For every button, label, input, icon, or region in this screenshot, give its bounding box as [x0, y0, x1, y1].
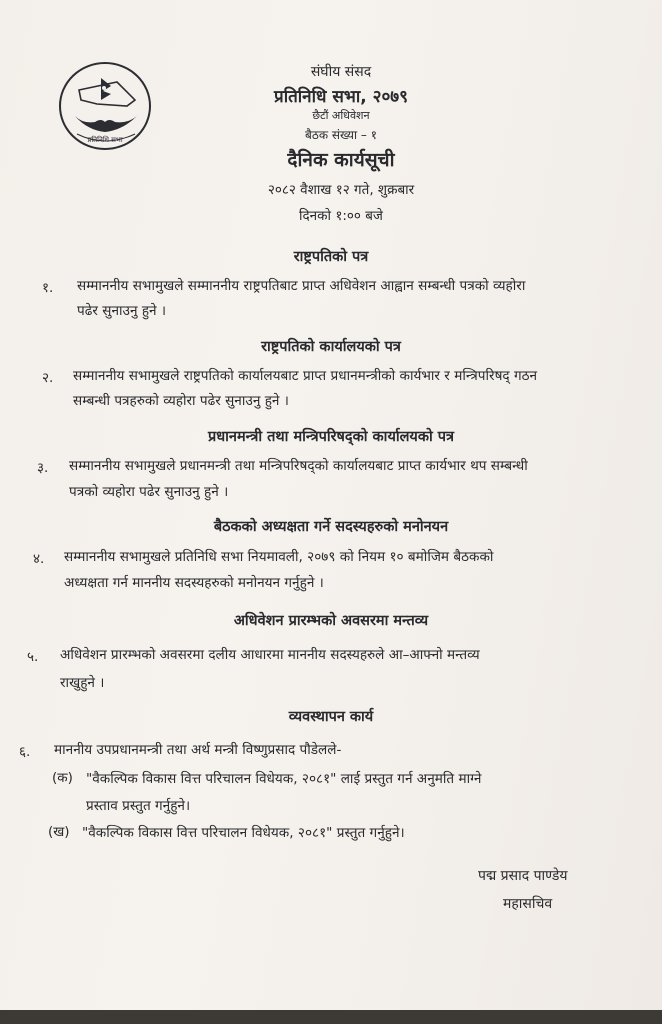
agenda-date: २०८२ वैशाख १२ गते, शुक्रबार	[267, 182, 415, 198]
section-heading: बैठकको अध्यक्षता गर्ने सदस्यहरुको मनोनयन	[213, 519, 449, 535]
item-text-line: सम्माननीय सभामुखले सम्माननीय राष्ट्रपतिबाट प्राप्त अधिवेशन आह्वान सम्बन्धी पत्रको व्यहोरा	[77, 278, 526, 294]
item-number: २.	[42, 370, 54, 386]
section-heading: प्रधानमन्त्री तथा मन्त्रिपरिषद्को कार्यालयको पत्र	[207, 429, 455, 445]
subitem-label: (क)	[52, 770, 73, 786]
house-name: प्रतिनिधि सभा, २०७९	[274, 87, 408, 107]
item-text-line: सम्माननीय सभामुखले प्रधानमन्त्री तथा मन्त्रिपरिषद्को कार्यालयबाट प्राप्त कार्यभार थप सम्बन्धी	[69, 458, 528, 474]
parliament-name: संघीय संसद	[310, 64, 372, 80]
item-text-line: सम्माननीय सभामुखले प्रतिनिधि सभा नियमावली, २०७९ को नियम १० बमोजिम बैठकको	[64, 549, 494, 565]
signatory-name: पद्म प्रसाद पाण्डेय	[478, 868, 568, 884]
section-heading: राष्ट्रपतिको कार्यालयको पत्र	[261, 339, 401, 355]
subitem-text-line: प्रस्ताव प्रस्तुत गर्नुहुने।	[86, 798, 191, 814]
item-number: १.	[42, 280, 54, 296]
session-label: छैटौं अधिवेशन	[312, 109, 370, 122]
item-text-line: सम्बन्धी पत्रहरुको व्यहोरा पढेर सुनाउनु हुने ।	[73, 393, 289, 409]
item-number: ३.	[37, 460, 49, 476]
item-text-line: पत्रको व्यहोरा पढेर सुनाउनु हुने ।	[69, 484, 229, 500]
item-text-line: अध्यक्षता गर्न माननीय सदस्यहरुको मनोनयन गर्नुहुने ।	[64, 575, 324, 591]
agenda-time: दिनको १:०० बजे	[299, 208, 383, 224]
item-number: ४.	[33, 551, 45, 567]
item-text-line: अधिवेशन प्रारम्भको अवसरमा दलीय आधारमा माननीय सदस्यहरुले आ–आफ्नो मन्तव्य	[60, 647, 480, 663]
item-text-line: सम्माननीय सभामुखले राष्ट्रपतिको कार्यालयबाट प्राप्त प्रधानमन्त्रीको कार्यभार र मन्त्रिपरिषद् गठन	[73, 368, 538, 384]
signatory-title: महासचिव	[503, 896, 553, 912]
subitem-text-line: "वैकल्पिक विकास वित्त परिचालन विधेयक, २०८१" लाई प्रस्तुत गर्न अनुमति माग्ने	[86, 771, 482, 787]
item-text-line: राखुहुने ।	[60, 675, 105, 691]
subitem-text-line: "वैकल्पिक विकास वित्त परिचालन विधेयक, २०८१" प्रस्तुत गर्नुहुने।	[82, 825, 405, 841]
meeting-number: बैठक संख्या – १	[305, 128, 377, 142]
item-number: ६.	[19, 744, 31, 760]
subitem-label: (ख)	[48, 824, 70, 840]
item-text-line: माननीय उपप्रधानमन्त्री तथा अर्थ मन्त्री विष्णुप्रसाद पौडेलले-	[54, 742, 342, 758]
section-heading: राष्ट्रपतिको पत्र	[293, 249, 369, 265]
section-heading: व्यवस्थापन कार्य	[288, 709, 374, 725]
item-number: ५.	[27, 649, 39, 665]
svg-text:प्रतिनिधि सभा: प्रतिनिधि सभा	[87, 136, 123, 144]
section-heading: अधिवेशन प्रारम्भको अवसरमा मन्तव्य	[233, 613, 429, 629]
item-text-line: पढेर सुनाउनु हुने ।	[77, 303, 167, 319]
page-title: दैनिक कार्यसूची	[287, 149, 395, 171]
